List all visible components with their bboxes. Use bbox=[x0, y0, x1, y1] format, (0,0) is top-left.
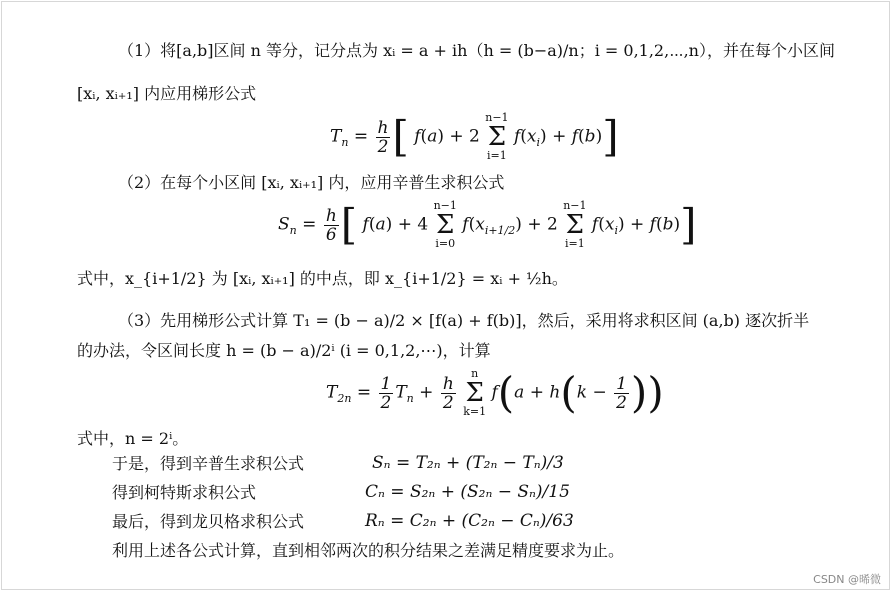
cotes-label: 得到柯特斯求积公式 bbox=[112, 483, 257, 502]
conclusion: 利用上述各公式计算，直到相邻两次的积分结果之差满足精度要求为止。 bbox=[112, 541, 625, 560]
simpson-composite-formula: $S_n$ = $\frac{h}{6}$ [ f(a) + 4 n−1 Σ i=0 $f(x_{i+1/2}) + 2$ n−1 Σ i=1 $f(x_i) + f(b)$] bbox=[278, 199, 697, 250]
cotes-rule-formula: Cₙ = S₂ₙ + (S₂ₙ − Sₙ)/15 bbox=[365, 482, 570, 502]
midpoint-note: 式中，x_{i+1/2} 为 [xᵢ, xᵢ₊₁] 的中点，即 x_{i+1/2} = xᵢ + ½h。 bbox=[77, 269, 568, 288]
halving-formula: $T_{2n}$ = $\frac{1}{2}$ $T_n$ + $\frac{h}{2}$ n Σ k=1 f(a + h(k − $\frac{1}{2}$ )) bbox=[326, 367, 664, 418]
step1-line2: [xᵢ, xᵢ₊₁] 内应用梯形公式 bbox=[77, 84, 257, 103]
step2-line: （2）在每个小区间 [xᵢ, xᵢ₊₁] 内，应用辛普生求积公式 bbox=[118, 173, 505, 192]
n-note: 式中，n = 2ⁱ。 bbox=[77, 429, 189, 448]
simpson-label: 于是，得到辛普生求积公式 bbox=[112, 454, 305, 473]
step3-line2: 的办法，令区间长度 h = (b − a)/2ⁱ (i = 0,1,2,⋯)，计算 bbox=[77, 341, 491, 360]
romberg-rule-formula: Rₙ = C₂ₙ + (C₂ₙ − Cₙ)/63 bbox=[365, 511, 574, 531]
step1-line1: （1）将[a,b]区间 n 等分，记分点为 xᵢ = a + ih（h = (b−a)/n；i = 0,1,2,⋯,n），并在每个小区间 bbox=[118, 41, 835, 60]
simpson-rule-formula: Sₙ = T₂ₙ + (T₂ₙ − Tₙ)/3 bbox=[372, 453, 564, 473]
step3-line1: （3）先用梯形公式计算 T₁ = (b − a)/2 × [f(a) + f(b)]，然后，采用将求积区间 (a,b) 逐次折半 bbox=[118, 311, 810, 330]
trapezoid-formula: $T_n$ = $\frac{h}{2}$ [ f(a) + 2 n−1 Σ i=1 $f(x_i) + f(b)$] bbox=[330, 111, 619, 162]
romberg-label: 最后，得到龙贝格求积公式 bbox=[112, 512, 305, 531]
watermark: CSDN @晞微 bbox=[813, 573, 881, 586]
